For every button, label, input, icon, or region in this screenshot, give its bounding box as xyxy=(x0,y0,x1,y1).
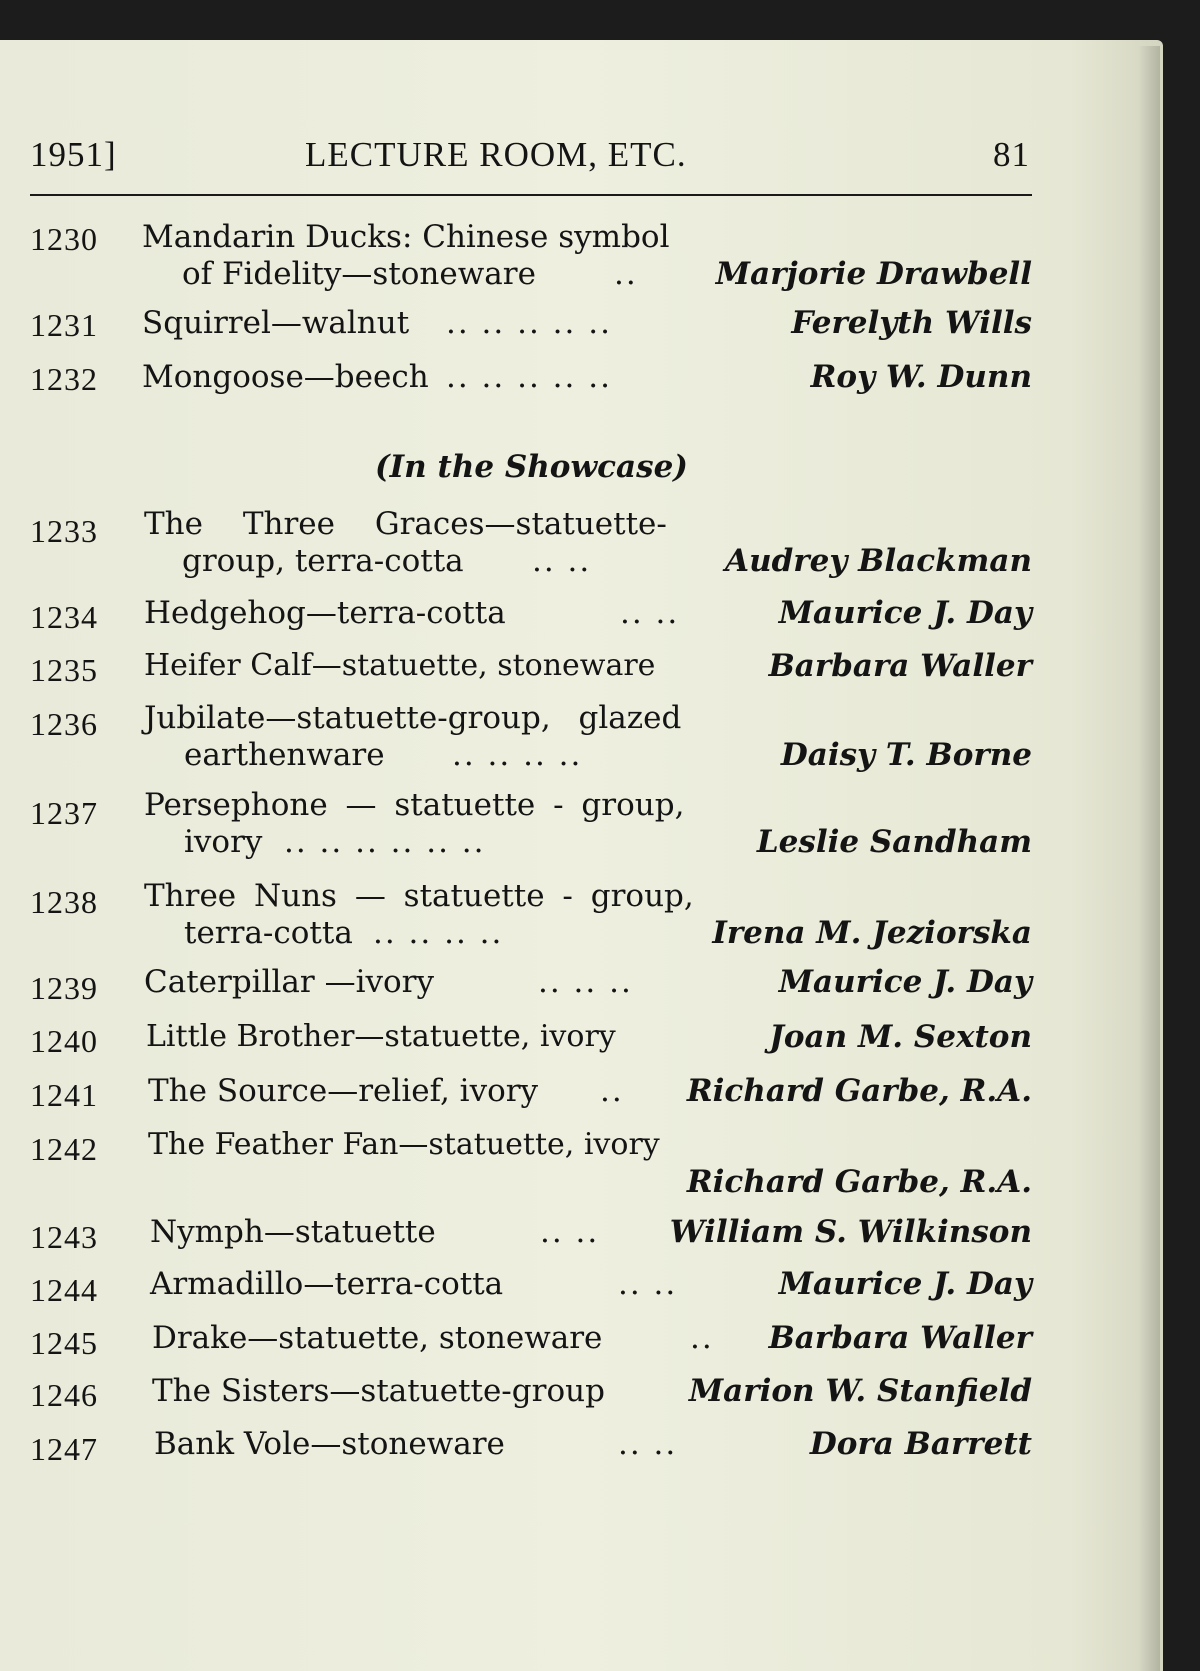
header-rule xyxy=(30,194,1032,196)
entry-title-cont: earthenware xyxy=(184,737,385,773)
entry-title: The Sisters—statuette-group xyxy=(152,1373,605,1409)
entry-title: The Source—relief, ivory xyxy=(148,1073,539,1109)
entry-artist: Maurice J. Day xyxy=(778,964,1032,1000)
entry-title: Bank Vole—stoneware xyxy=(154,1426,505,1462)
entry-title: Nymph—statuette xyxy=(150,1214,436,1250)
entry-title: Armadillo—terra-cotta xyxy=(150,1266,504,1302)
entry-title: Persephone — statuette - group, xyxy=(144,787,685,823)
entry-artist: Irena M. Jeziorska xyxy=(712,915,1032,951)
entry-number: 1233 xyxy=(30,513,98,549)
entry-number: 1234 xyxy=(30,599,98,635)
entry-artist: Audrey Blackman xyxy=(725,543,1032,579)
leader-dots: .. .. .. .. xyxy=(373,915,504,951)
entry-artist: Daisy T. Borne xyxy=(780,737,1032,773)
leader-dots: .. xyxy=(614,256,638,292)
entry-artist: Maurice J. Day xyxy=(778,1266,1032,1302)
entry-title-cont: terra-cotta xyxy=(184,915,353,951)
entry-artist: Roy W. Dunn xyxy=(810,359,1032,395)
entry-number: 1245 xyxy=(30,1325,98,1361)
entry-number: 1246 xyxy=(30,1377,98,1413)
entry-artist: Marjorie Drawbell xyxy=(715,256,1032,292)
entry-number: 1241 xyxy=(30,1077,98,1113)
entry-number: 1236 xyxy=(30,706,98,742)
leader-dots: .. .. xyxy=(618,1426,678,1462)
entry-title: Jubilate—statuette-group, glazed xyxy=(144,700,682,736)
entry-artist: Richard Garbe, R.A. xyxy=(686,1164,1032,1200)
entry-number: 1240 xyxy=(30,1023,98,1059)
entry-number: 1237 xyxy=(30,795,98,831)
entry-number: 1239 xyxy=(30,970,98,1006)
entry-number: 1243 xyxy=(30,1219,98,1255)
entry-number: 1231 xyxy=(30,307,98,343)
entry-artist: Marion W. Stanfield xyxy=(688,1373,1032,1409)
entry-title: Heifer Calf—statuette, stoneware xyxy=(144,648,656,683)
entry-title: Mongoose—beech xyxy=(142,359,429,395)
leader-dots: .. .. xyxy=(620,595,680,631)
leader-dots: .. .. .. .. xyxy=(452,737,583,773)
leader-dots: .. .. .. .. .. xyxy=(446,305,612,341)
entry-title: Caterpillar —ivory xyxy=(144,964,434,1000)
leader-dots: .. xyxy=(600,1073,624,1109)
leader-dots: .. .. .. xyxy=(538,964,633,1000)
page-edge-shadow xyxy=(1138,46,1160,1671)
entry-title: The Three Graces—statuette- xyxy=(144,506,667,542)
entry-number: 1235 xyxy=(30,652,98,688)
entry-artist: Barbara Waller xyxy=(768,648,1032,684)
page-title: LECTURE ROOM, ETC. xyxy=(305,135,687,174)
entry-number: 1247 xyxy=(30,1431,98,1467)
entry-artist: Richard Garbe, R.A. xyxy=(686,1073,1032,1109)
entry-artist: Barbara Waller xyxy=(768,1320,1032,1356)
leader-dots: .. xyxy=(690,1320,714,1356)
entry-title: Hedgehog—terra-cotta xyxy=(144,595,506,631)
entry-artist: Leslie Sandham xyxy=(756,824,1032,860)
entry-title: Squirrel—walnut xyxy=(142,305,410,341)
entry-number: 1230 xyxy=(30,221,98,257)
page-number: 81 xyxy=(993,135,1030,174)
entry-artist: William S. Wilkinson xyxy=(669,1214,1032,1250)
entry-title-cont: group, terra-cotta xyxy=(182,543,464,579)
entry-title: Three Nuns — statuette - group, xyxy=(144,878,694,914)
entry-artist: Maurice J. Day xyxy=(778,595,1032,631)
entry-number: 1232 xyxy=(30,361,98,397)
header-year: 1951] xyxy=(30,135,117,174)
entry-title-cont: ivory xyxy=(184,824,263,860)
entry-title: The Feather Fan—statuette, ivory xyxy=(148,1127,660,1162)
entry-artist: Ferelyth Wills xyxy=(791,305,1032,341)
leader-dots: .. .. .. .. .. xyxy=(446,359,612,395)
entry-title-cont: of Fidelity—stoneware xyxy=(182,256,536,292)
entry-title: Little Brother—statuette, ivory xyxy=(146,1019,616,1054)
entry-title: Drake—statuette, stoneware xyxy=(152,1320,603,1356)
leader-dots: .. .. xyxy=(540,1214,600,1250)
entry-number: 1242 xyxy=(30,1131,98,1167)
entry-artist: Dora Barrett xyxy=(809,1426,1032,1462)
entry-artist: Joan M. Sexton xyxy=(769,1019,1032,1055)
leader-dots: .. .. xyxy=(618,1266,678,1302)
entry-number: 1238 xyxy=(30,884,98,920)
leader-dots: .. .. xyxy=(532,543,592,579)
entry-title: Mandarin Ducks: Chinese symbol xyxy=(142,219,670,255)
leader-dots: .. .. .. .. .. .. xyxy=(284,824,486,860)
section-heading: (In the Showcase) xyxy=(375,449,688,485)
entry-number: 1244 xyxy=(30,1272,98,1308)
